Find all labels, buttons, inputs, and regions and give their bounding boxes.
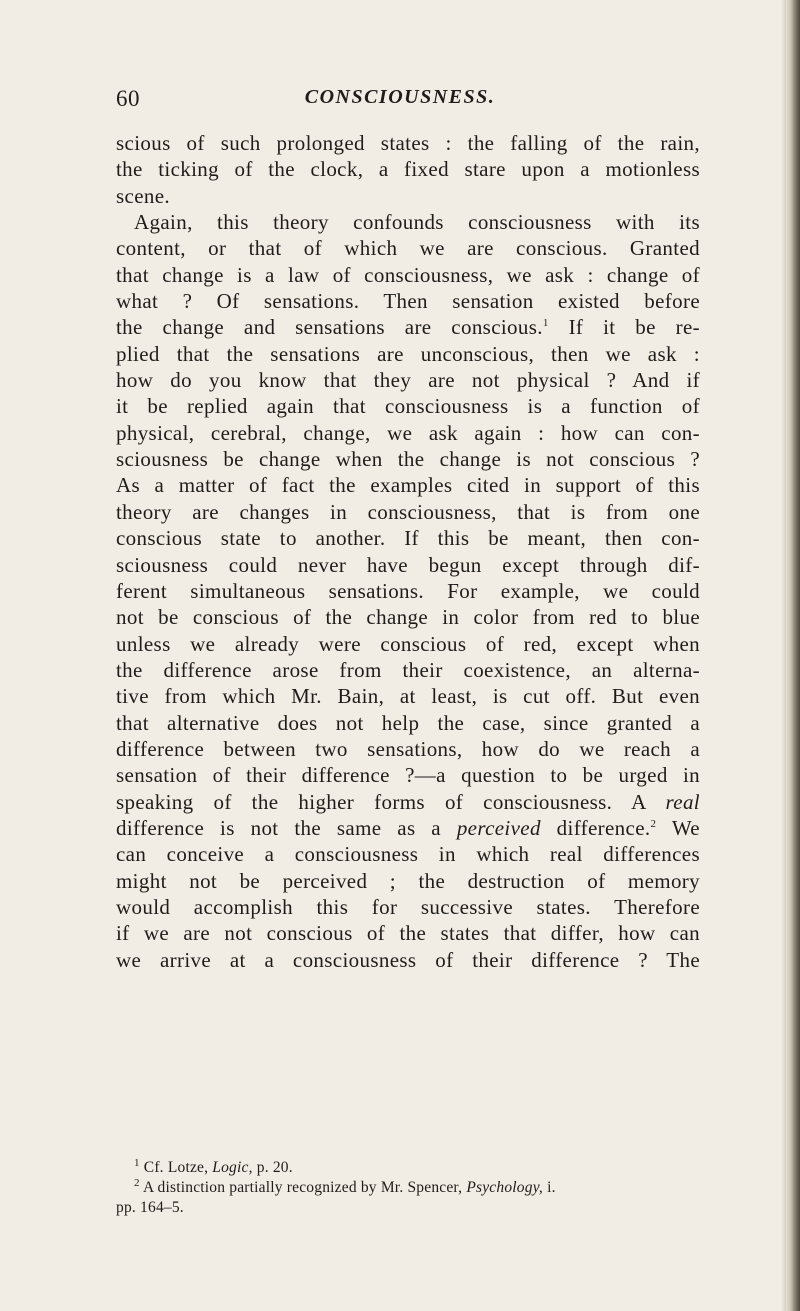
text-line: might not be perceived ; the destruction of memory [116,868,700,893]
text-line: content, or that of which we are conscious. Granted [116,236,700,261]
italic-word: perceived [456,815,541,840]
text-fragment: If it be re- [568,315,700,340]
footnote-1 [116,1158,700,1178]
text-line: Again, this theory confounds consciousness with its [134,210,700,235]
text-line: difference between two sensations, how do we reach a [116,736,700,761]
text-line: sensation of their difference ?—a question to be urged in [116,763,700,788]
text-line: sciousness be change when the change is not conscious ? [116,447,700,472]
text-fragment: We [671,815,700,840]
text-line: what ? Of sensations. Then sensation existed before [116,289,700,314]
page-number: 60 [116,86,140,111]
text-fragment: difference. [556,815,651,840]
text-line: it be replied again that consciousness is a function of [116,394,700,419]
footnote-ref: 2 [650,817,657,830]
text-line: that change is a law of consciousness, we ask : change of [116,262,700,287]
text-line: how do you know that they are not physical ? And if [116,368,700,393]
footnote-italic: Logic, [212,1159,253,1176]
text-line: theory are changes in consciousness, that is from one [116,499,700,524]
text-line: sciousness could never have begun except through dif- [116,552,700,577]
text-line: unless we already were conscious of red, except when [116,631,700,656]
text-line [116,789,700,815]
text-line [116,815,700,841]
body-text [116,130,700,973]
text-line: the ticking of the clock, a fixed stare upon a motionless [116,157,700,182]
footnote-text: A distinction partially recognized by Mr. Spencer, [142,1179,463,1196]
text-line: if we are not conscious of the states that differ, how can [116,921,700,946]
footnote-text: i. [547,1179,556,1196]
text-line: would accomplish this for successive states. Therefore [116,894,700,919]
running-head [0,86,800,126]
footnote-2-continuation: pp. 164–5. [116,1199,184,1216]
text-line: not be conscious of the change in color from red to blue [116,605,700,630]
footnote-mark: 2 [134,1176,140,1189]
text-line [116,314,700,340]
text-line: physical, cerebral, change, we ask again : how can con- [116,420,700,445]
text-line: scious of such prolonged states : the falling of the rain, [116,131,700,155]
text-line: that alternative does not help the case, since granted a [116,710,700,735]
footnote-2 [116,1178,700,1198]
text-fragment: difference is not the same as a [116,815,441,840]
footnotes [116,1158,700,1218]
footnote-italic: Psychology, [466,1179,543,1196]
running-title: CONSCIOUSNESS. [304,86,496,108]
page-edge [786,0,800,1311]
text-line: we arrive at a consciousness of their difference ? The [116,947,700,972]
text-line: scene. [116,183,170,208]
text-line: conscious state to another. If this be meant, then con- [116,526,700,551]
text-fragment: the change and sensations are conscious. [116,315,543,340]
text-line: can conceive a consciousness in which real differences [116,842,700,867]
text-line: the difference arose from their coexistence, an alterna- [116,657,700,682]
footnote-text: Cf. Lotze, [143,1159,209,1176]
footnote-mark: 1 [134,1156,140,1169]
italic-word: real [665,789,700,814]
text-line: As a matter of fact the examples cited in support of this [116,473,700,498]
footnote-text: p. 20. [256,1159,293,1176]
text-line: ferent simultaneous sensations. For example, we could [116,578,700,603]
footnote-ref: 1 [542,317,549,330]
text-fragment: speaking of the higher forms of consciousness. A [116,789,646,814]
text-line: tive from which Mr. Bain, at least, is cut off. But even [116,684,700,709]
text-line: plied that the sensations are unconscious, then we ask : [116,341,700,366]
